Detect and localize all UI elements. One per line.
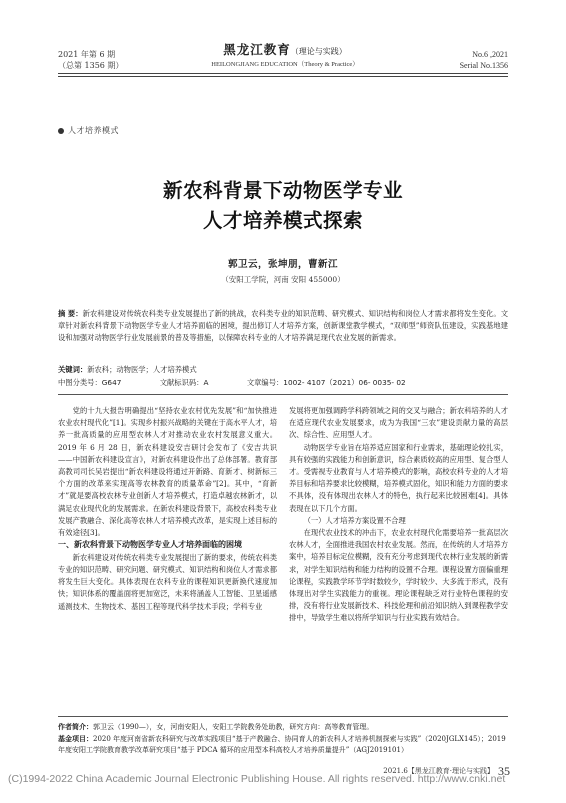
journal-masthead	[140, 40, 430, 68]
header-issue-left	[58, 49, 123, 71]
paragraph: 发展将更加强调跨学科跨领域之间的交叉与融合；新农科培养的人才在适应现代农业发展要求，成为为我国“三农”建设贡献力量的高层次、综合性、应用型人才。	[289, 406, 508, 440]
bullet-icon	[58, 128, 64, 134]
class-number: 中图分类号：G647	[58, 378, 122, 387]
abstract-label: 摘 要：	[58, 309, 83, 318]
keywords-text: 新农科；动物医学；人才培养模式	[87, 365, 197, 374]
author-bio: 作者简介：郭卫云（1990—），女，河南安阳人，安阳工学院教务处助教，研究方向：高等教育管理。	[58, 723, 374, 731]
paragraph: 在现代农业技术的冲击下，农业农村现代化需要培养一批高层次农林人才，全面推进我国农村农业发展。然而，在传统的人才培养方案中，培养目标定位模糊，没有充分考虑到现代农林行业发展的新需求，对学生知识结构和能力结构的设置不合理。课程设置方面偏重理论课程，实践教学环节学时数较少，学时较少、大多流于形式，没有体现出对学生实践能力的重视。理论课程缺乏对行业特色课程的安排，没有将行业发展新技术、科技伦理和前沿知识纳入到课程教学安排中，导致学生难以将所学知识与行业实践有效结合。	[289, 528, 508, 623]
header-issue-right	[460, 49, 508, 71]
serial-cn: （总第 1356 期）	[58, 61, 124, 70]
authors: 郭卫云，张坤朋，曹新江	[227, 259, 338, 270]
section-heading: 一、新农科背景下动物医学专业人才培养面临的困境	[58, 540, 242, 550]
subsection-heading: （一）人才培养方案设置不合理	[303, 515, 406, 525]
keywords	[58, 364, 508, 376]
page-number: 35	[498, 764, 510, 778]
header-rule	[58, 73, 508, 74]
body-column-right	[289, 405, 508, 625]
body-column-left	[58, 405, 277, 613]
keywords-label: 关键词：	[58, 365, 88, 374]
serial-en: Serial No.1356	[459, 61, 508, 70]
paragraph: 动物医学专业旨在培养适应国家和行业需求，基础理论较扎实，具有较强的实践能力和创新意识，综合素质较高的应用型、复合型人才。受需视专业教育与人才培养模式的影响，高校农科专业的人才培养目标和培养要求比较模糊，培养模式固化，知识和能力方面的要求不具体，没有体现出农林人才的特色，执行起来比较困难[4]。具体表现在以下几个方面。	[289, 442, 508, 513]
footer-journal: 2021.6【黑龙江教育·理论与实践】	[383, 767, 494, 775]
section-label: 人才培养模式	[58, 125, 119, 136]
article-number: 文章编号：1002- 4107（2021）06- 0035- 02	[246, 378, 406, 387]
affiliation: （安阳工学院，河南 安阳 455000）	[221, 275, 345, 284]
abstract-text: 新农科建设对传统农科类专业发展提出了新的挑战，农科类专业的知识范畴、研究模式、知识结构和岗位人才需求都将发生变化。文章针对新农科背景下动物医学专业人才培养面临的困境，提出修订人才培养方案，创新课堂教学模式，“双师型”师资队伍建设，实践基地建设和加强对动物医学行业发展前景的普及等措施，以保障农科专业的人才培养满足现代农业发展的新需求。	[58, 309, 508, 343]
header-rule-thin	[58, 76, 508, 77]
journal-title-en: HEILONGJIANG EDUCATION（Theory & Practice）	[211, 61, 359, 68]
issue-cn: 2021 年第 6 期	[58, 50, 116, 59]
paragraph: 新农科建设对传统农科类专业发展提出了新的要求，传统农科类专业的知识范畴、研究问题、研究模式、知识结构和岗位人才需求都将发生巨大变化。具体表现在农科专业的课程知识更新换代速度加快；知识体系的覆盖面将更加宽泛，未来将涵盖人工智能、卫星遥感遥测技术、生物技术、基因工程等现代科学技术手段；学科专业	[58, 552, 277, 611]
article-title	[58, 176, 508, 236]
funding: 基金项目：2020 年度河南省新农科研究与改革实践项目“基于产教融合、协同育人的新农科人才培养机制探索与实践”（2020JGLX145）；2019 年度安阳工学院教育教学改革研究项目“基于 PDCA 循环的应用型本科高校人才培养质量提升”（AGJ2019101）	[58, 734, 506, 755]
paragraph: 党的十九大报告明确提出“坚持农业农村优先发展”和“加快推进农业农村现代化”[1]。实现乡村振兴战略的关键在于高水平人才，培养一批高质量的应用型农林人才对推动农业农村发展意义重大。2019 年 6 月 28 日，新农科建设安吉研讨会发布了《安吉共识——中国新农科建设宣言》，对新农科建设作出了总体部署。教育部高教司司长吴岩提出“新农科建设将通过开新路、育新才、树新标三个方面的改革来实现高等农林教育的质量革命”[2]。其中，“育新才”就是要高校农林专业创新人才培养模式，打造卓越农林新才，以满足农业现代化的发展需求。在新农科建设背景下，高校农科类专业发展产教融合、深化高等农林人才培养模式改革，是实现上述目标的有效途径[3]。	[58, 406, 277, 538]
cnki-watermark: (C)1994-2022 China Academic Journal Electronic Publishing House. All rights reserved. http://www.cnki.net	[8, 773, 506, 785]
abstract-rule	[58, 394, 508, 395]
issue-en: No.6 ,2021	[472, 50, 508, 59]
abstract	[58, 308, 508, 345]
footnote-rule	[58, 716, 508, 717]
title-line-2: 人才培养模式探索	[202, 209, 363, 232]
title-line-1: 新农科背景下动物医学专业	[162, 179, 403, 202]
footnotes	[58, 722, 508, 757]
document-code: 文献标识码：A	[159, 378, 209, 387]
classification-line	[58, 377, 508, 389]
journal-title: 黑龙江教育（理论与实践）	[223, 42, 347, 57]
